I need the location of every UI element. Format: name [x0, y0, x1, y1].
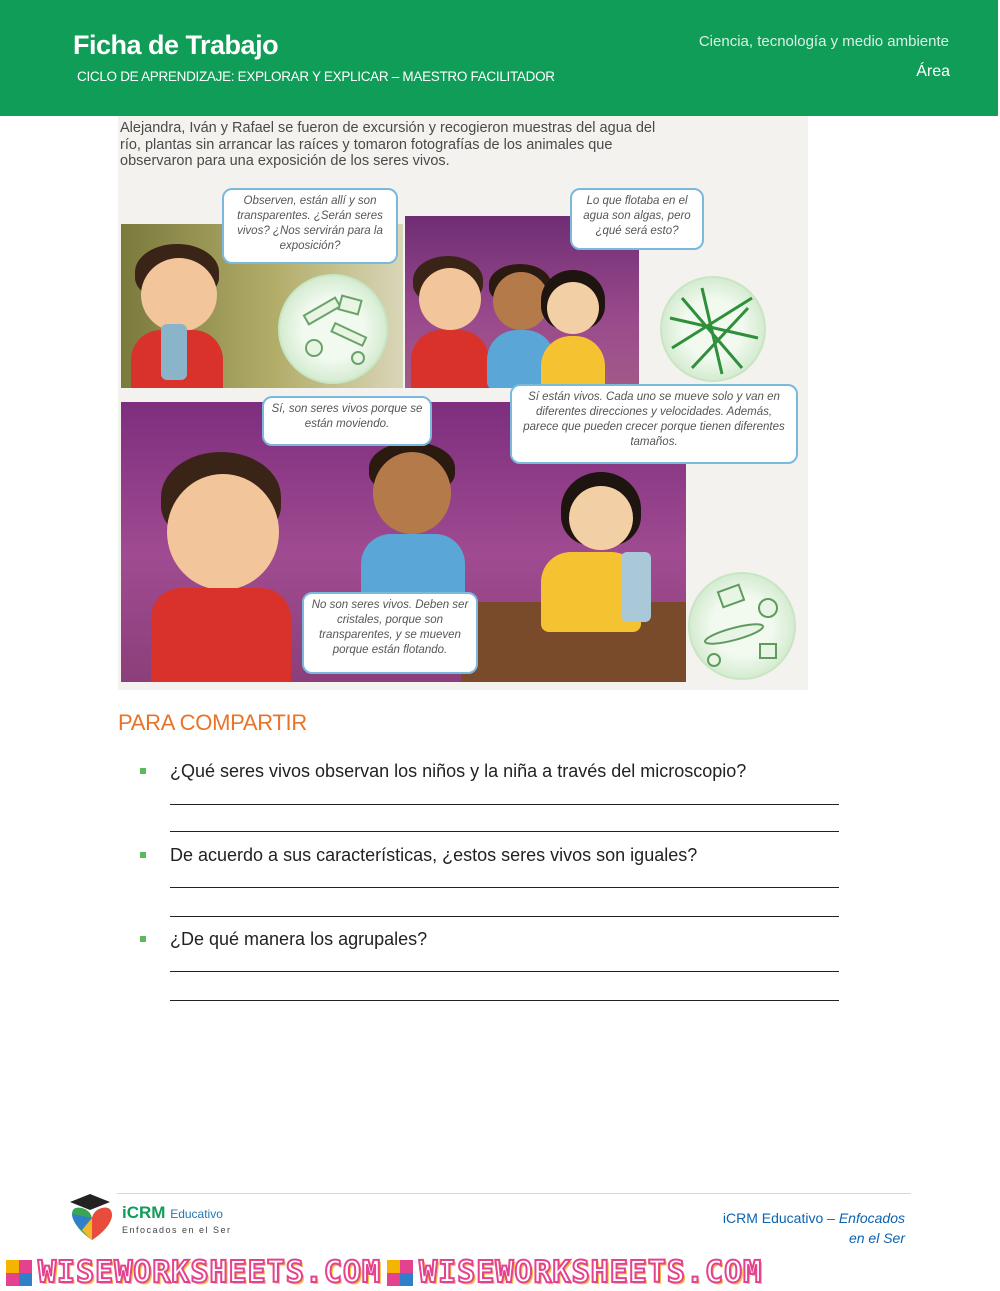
wise-badge-icon — [387, 1260, 413, 1286]
microscope-view-diatoms — [688, 572, 796, 680]
comic-intro-text: Alejandra, Iván y Rafael se fueron de excursión y recogieron muestras del agua del río, plantas sin arrancar las raíces y tomaron fotografías de los animales que observaron para una exposición de los seres vivos. — [120, 120, 656, 169]
boy-figure-2 — [411, 256, 491, 388]
area-label: Área — [916, 63, 950, 80]
speech-bubble-1: Observen, están allí y son transparentes. ¿Serán seres vivos? ¿Nos servirán para la exposición? — [222, 188, 398, 264]
microscope-view-crystals — [278, 274, 388, 384]
wise-badge-icon — [6, 1260, 32, 1286]
header-banner — [0, 0, 998, 116]
microscope-icon — [161, 324, 187, 380]
girl-figure — [541, 270, 611, 388]
answer-line[interactable] — [170, 804, 839, 805]
logo-tagline: Enfocados en el Ser — [122, 1225, 232, 1235]
footer-text: iCRM Educativo – Enfocados en el Ser — [722, 1210, 905, 1246]
watermark-text: WISEWORKSHEETS.COM — [419, 1255, 763, 1290]
question-text: De acuerdo a sus características, ¿estos seres vivos son iguales? — [170, 845, 698, 865]
speech-bubble-3: Sí, son seres vivos porque se están moviendo. — [262, 396, 432, 446]
icrm-logo — [64, 1188, 234, 1244]
footer-divider — [117, 1193, 911, 1194]
speech-bubble-5: No son seres vivos. Deben ser cristales, porque son transparentes, y se mueven porque están flotando. — [302, 592, 478, 674]
watermark-text: WISEWORKSHEETS.COM — [38, 1255, 382, 1290]
answer-line[interactable] — [170, 1000, 839, 1001]
bullet-square-icon — [140, 852, 146, 858]
logo-brand: iCRM Educativo — [122, 1203, 223, 1222]
page-title: Ficha de Trabajo — [73, 30, 279, 60]
bullet-square-icon — [140, 768, 146, 774]
question-text: ¿Qué seres vivos observan los niños y la niña a través del microscopio? — [170, 761, 747, 781]
microscope-view-algae — [660, 276, 766, 382]
answer-line[interactable] — [170, 831, 839, 832]
boy-pointing-figure — [151, 452, 301, 682]
answer-line[interactable] — [170, 971, 839, 972]
answer-line[interactable] — [170, 887, 839, 888]
question-text: ¿De qué manera los agrupales? — [170, 929, 428, 949]
subject-label: Ciencia, tecnología y medio ambiente — [698, 33, 949, 50]
section-title: PARA COMPARTIR — [118, 710, 307, 735]
speech-bubble-4: Sí están vivos. Cada uno se mueve solo y van en diferentes direcciones y velocidades. Además, parece que pueden crecer porque tienen diferentes tamaños. — [510, 384, 798, 464]
microscope-icon-2 — [621, 552, 651, 622]
comic-illustration — [118, 116, 808, 690]
speech-bubble-2: Lo que flotaba en el agua son algas, pero ¿qué será esto? — [570, 188, 704, 250]
page-subtitle: CICLO DE APRENDIZAJE: EXPLORAR Y EXPLICAR – MAESTRO FACILITADOR — [77, 69, 555, 84]
watermark-bar — [0, 1254, 1000, 1291]
bullet-square-icon — [140, 936, 146, 942]
answer-line[interactable] — [170, 916, 839, 917]
puzzle-heart-icon — [64, 1188, 120, 1244]
